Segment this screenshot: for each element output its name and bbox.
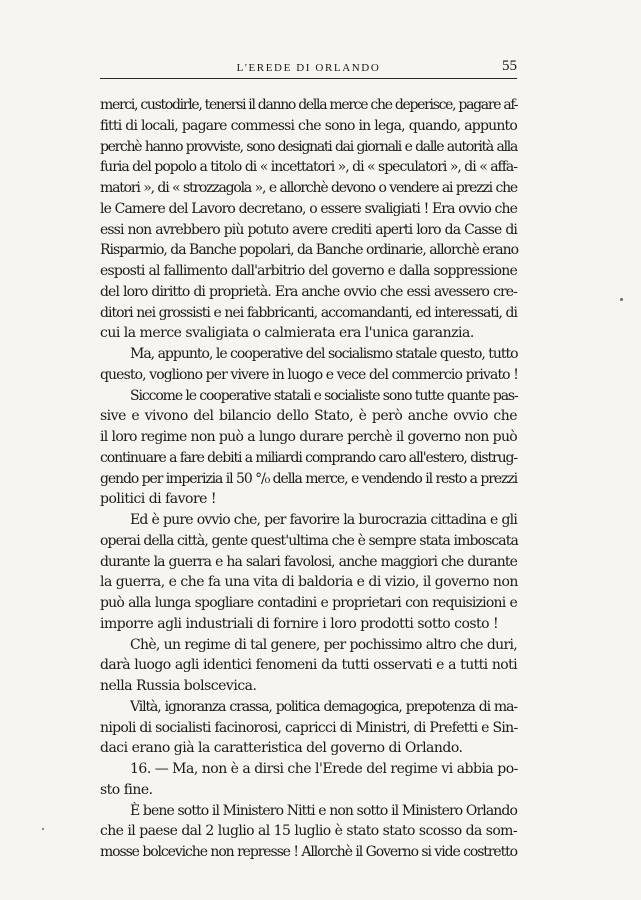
text-line: Chè, un regime di tal genere, per pochissimo altro che duri, [130,636,517,653]
text-line: può alla lunga spogliare contadini e proprietari con requisizioni e [100,595,517,611]
text-line: le Camere del Lavoro decretano, o essere svaligiati ! Era ovvio che [100,200,517,217]
text-line: del loro diritto di proprietà. Era anche ovvio che essi avessero cre- [100,283,517,300]
text-line: Viltà, ignoranza crassa, politica demagogica, prepotenza di ma- [130,698,517,715]
text-line: cui la merce svaligiata o calmierata era l'unica garanzia. [100,325,474,342]
text-line: esposti al fallimento dall'arbitrio del governo e dalla soppressione [100,263,517,279]
text-line: 16. — Ma, non è a dirsi che l'Erede del regime vi abbia po- [130,761,518,777]
text-line: merci, custodirle, tenersi il danno della merce che deperisce, pagare af- [100,97,518,113]
paper-speck [620,298,623,301]
text-line: questo, vogliono per vivere in luogo e vece del commercio privato ! [100,366,518,383]
text-line: daci erano già la caratteristica del governo di Orlando. [100,740,463,757]
body-text [100,95,517,863]
text-line: continuare a fare debiti a miliardi comprando caro all'estero, distrug- [100,449,517,466]
page-number: 55 [502,58,517,74]
text-line: nella Russia bolscevica. [100,678,257,694]
text-line: furia del popolo a titolo di « incettatori », di « speculatori », di « affa- [100,159,517,176]
text-line: Risparmio, da Banche popolari, da Banche ordinarie, allorchè erano [100,242,519,259]
header-rule [100,78,517,79]
text-line: sto fine. [100,781,153,798]
text-line: ditori nei grossisti e nei fabbricanti, accomandanti, ed interessati, di [100,304,517,321]
text-line: durante la guerra e ha salari favolosi, anche maggiori che durante [100,553,517,570]
text-line: sive e vivono del bilancio dello Stato, è però anche ovvio che [100,408,517,425]
text-line: mosse bolceviche non represse ! Allorchè il Governo si vide costretto [100,844,517,860]
paper-speck [42,828,44,830]
text-line: È bene sotto il Ministero Nitti e non sotto il Ministero Orlando [130,802,517,819]
text-line: matori », di « strozzagola », e allorchè devono o vendere ai prezzi che [100,180,517,196]
text-line: il loro regime non può a lungo durare perchè il governo non può [100,429,517,445]
text-line: essi non avrebbero più potuto avere crediti aperti loro da Casse di [100,221,517,238]
text-line: che il paese dal 2 luglio al 15 luglio è stato stato scosso da som- [100,823,517,840]
text-line: gendo per imperizia il 50 °/₀ della merce, e vendendo il resto a prezzi [100,470,517,487]
text-line: nipoli di socialisti facinorosi, capricci di Ministri, di Prefetti e Sin- [100,719,518,736]
running-title: L'EREDE DI ORLANDO [236,62,381,74]
text-line: operai della città, gente quest'ultima che è sempre stata imboscata [100,532,518,549]
page-header [100,58,517,80]
text-line: darà luogo agli identici fenomeni da tutti osservati e a tutti noti [100,657,517,674]
text-line: fitti di locali, pagare commessi che sono in lega, quando, appunto [100,117,517,134]
text-line: politici di favore ! [100,491,217,508]
text-line: la guerra, e che fa una vita di baldoria e di vizio, il governo non [100,574,518,591]
text-line: Ed è pure ovvio che, per favorire la burocrazia cittadina e gli [130,512,517,528]
text-line: perchè hanno provviste, sono designati dai giornali e dalle autorità alla [100,138,517,155]
text-line: imporre agli industriali di fornire i loro prodotti sotto costo ! [100,615,499,632]
text-line: Ma, appunto, le cooperative del socialismo statale questo, tutto [130,346,518,362]
text-line: Siccome le cooperative statali e socialiste sono tutte quante pas- [130,387,518,404]
